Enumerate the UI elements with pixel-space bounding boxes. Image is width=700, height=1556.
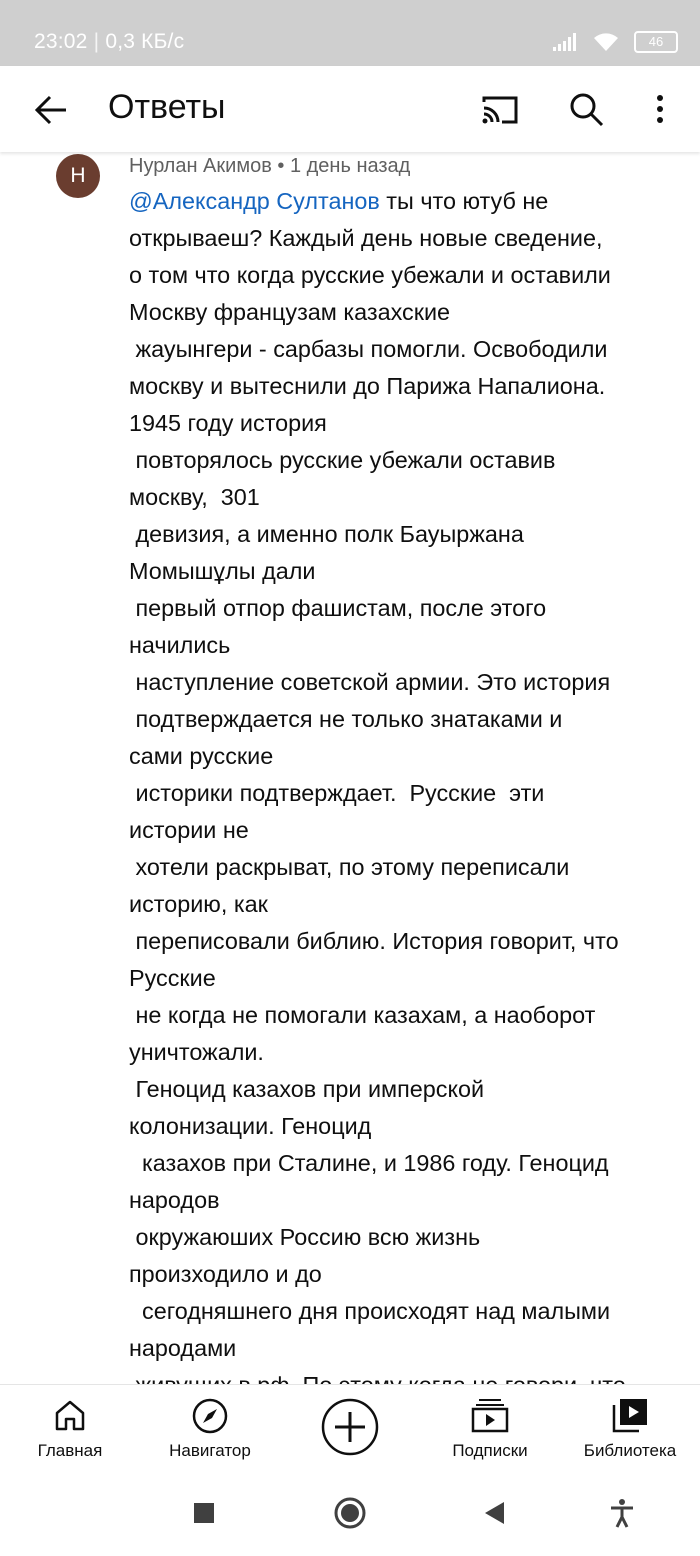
more-options-button[interactable]: [640, 86, 680, 132]
nav-explore-label: Навигатор: [169, 1441, 251, 1460]
cast-icon: [480, 94, 520, 126]
comment-text: [129, 183, 689, 1404]
system-home-button[interactable]: [330, 1493, 370, 1533]
comment-author[interactable]: Нурлан Акимов: [129, 155, 272, 177]
system-navigation-bar: [0, 1471, 700, 1556]
home-icon: [52, 1397, 88, 1433]
search-icon: [568, 91, 604, 127]
comment-time: 1 день назад: [289, 155, 411, 177]
comment-body: ты что ютуб не открываеш? Каждый день новые сведение, о том что когда русские убежали и оставили Москву французам казахские жауынгери - сарбазы помогли. Освободили москву и вытеснили до Парижа Напалиона. 1945 году история повторялось русские убежали оставив москву, 301 девизия, а именно полк Бауыржана Момышұлы дали первый отпор фашистам, после этого начились наступление советской армии. Это история подтверждается не только знатаками и сами русские историки подтверждает. Русские эти истории не хотели раскрыват, по этому переписали историю, как переписовали библию. История говорит, что Русские не когда не помогали казахам, а наоборот уничтожали. Геноцид казахов при имперской колонизации. Геноцид казахов при Сталине, и 1986 году. Геноцид народов окружаюших Россию всю жизнь произходило и до сегодняшнего дня происходят над малыми народами: [129, 188, 619, 1361]
comment-meta: [129, 155, 410, 178]
battery-level: 46: [648, 34, 664, 49]
avatar[interactable]: [56, 154, 100, 198]
nav-subscriptions[interactable]: [420, 1385, 560, 1471]
accessibility-icon: [609, 1498, 635, 1528]
status-divider: |: [93, 30, 106, 53]
status-time: 23:02: [34, 30, 88, 53]
accessibility-button[interactable]: [602, 1493, 642, 1533]
search-button[interactable]: [563, 86, 609, 132]
recents-button[interactable]: [184, 1493, 224, 1533]
create-plus-icon: [320, 1397, 380, 1457]
mention-link[interactable]: @Александр Султанов: [129, 188, 380, 214]
bottom-navigation: [0, 1384, 700, 1472]
nav-home-label: Главная: [37, 1441, 103, 1460]
status-network-speed: 0,3 КБ/с: [105, 30, 185, 53]
meta-separator: •: [277, 155, 285, 177]
cast-button[interactable]: [476, 88, 524, 132]
more-vert-icon: [656, 94, 664, 124]
arrow-back-icon: [34, 95, 68, 125]
nav-subscriptions-label: Подписки: [452, 1441, 528, 1460]
nav-subscriptions-icon-wrap: [420, 1397, 560, 1435]
triangle-back-icon: [482, 1500, 506, 1526]
app-bar: [0, 66, 700, 152]
nav-create-icon-wrap: [280, 1397, 420, 1435]
subscriptions-icon: [471, 1397, 509, 1433]
system-back-button[interactable]: [474, 1493, 514, 1533]
nav-home-icon-wrap: [0, 1397, 140, 1435]
nav-library[interactable]: [560, 1385, 700, 1471]
nav-explore[interactable]: [140, 1385, 280, 1471]
nav-library-label: Библиотека: [583, 1441, 677, 1460]
compass-icon: [191, 1397, 229, 1435]
nav-create[interactable]: [280, 1385, 420, 1471]
back-button[interactable]: [28, 87, 74, 133]
nav-home[interactable]: [0, 1385, 140, 1471]
replies-list[interactable]: [0, 152, 700, 1384]
library-icon: [611, 1397, 649, 1433]
circle-home-icon: [333, 1496, 367, 1530]
nav-explore-icon-wrap: [140, 1397, 280, 1435]
square-icon: [192, 1501, 216, 1525]
avatar-letter: Н: [70, 164, 86, 187]
page-title: Ответы: [108, 88, 226, 126]
nav-library-icon-wrap: [560, 1397, 700, 1435]
